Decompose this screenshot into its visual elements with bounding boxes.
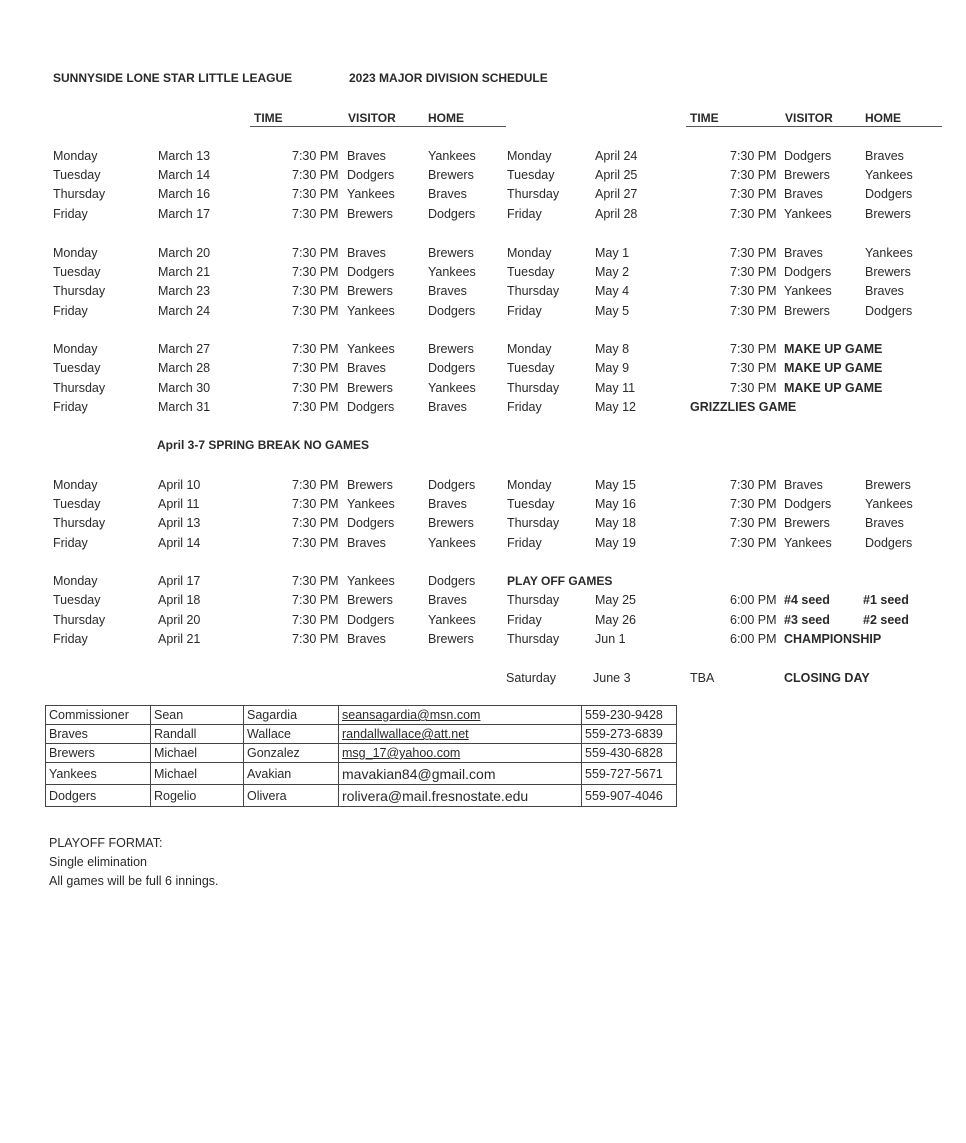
game-time: 7:30 PM (292, 593, 339, 607)
game-time: 7:30 PM (292, 497, 339, 511)
game-home: Brewers (428, 168, 474, 182)
contact-first-name: Michael (151, 763, 244, 785)
contact-row (46, 744, 677, 763)
game-date: March 23 (158, 284, 211, 298)
game-home: Braves (865, 149, 904, 163)
contact-email (339, 725, 582, 744)
contact-role: Dodgers (46, 785, 151, 807)
playoff-format-line-1: Single elimination (49, 855, 147, 869)
game-date: April 17 (158, 574, 201, 588)
game-visitor: Yankees (347, 574, 395, 588)
game-date: March 31 (158, 400, 211, 414)
game-date: March 13 (158, 149, 211, 163)
spring-break-note: April 3-7 SPRING BREAK NO GAMES (157, 438, 370, 452)
game-date: April 28 (595, 207, 638, 221)
game-date: May 25 (595, 593, 636, 607)
game-home: Yankees (428, 536, 476, 550)
game-weekday: Tuesday (507, 497, 555, 511)
game-home: Braves (428, 284, 467, 298)
game-visitor: Brewers (784, 168, 830, 182)
right-game-row (0, 476, 966, 495)
game-time: 7:30 PM (292, 381, 339, 395)
game-visitor: Dodgers (784, 149, 832, 163)
left-game-row (0, 572, 966, 591)
contact-last-name: Sagardia (244, 706, 339, 725)
contact-row (46, 706, 677, 725)
game-home: Braves (428, 497, 467, 511)
contact-phone: 559-727-5671 (582, 763, 677, 785)
game-visitor: Dodgers (347, 516, 395, 530)
game-visitor: CHAMPIONSHIP (784, 632, 882, 646)
game-weekday: Thursday (507, 284, 560, 298)
game-visitor: MAKE UP GAME (784, 342, 883, 356)
game-date: April 21 (158, 632, 201, 646)
game-weekday: Monday (507, 246, 552, 260)
contact-email (339, 706, 582, 725)
game-weekday: Tuesday (507, 265, 555, 279)
closing-day-time: TBA (690, 671, 715, 685)
game-visitor: Braves (347, 536, 386, 550)
game-visitor: Yankees (347, 342, 395, 356)
game-weekday: Friday (53, 400, 88, 414)
game-date: March 27 (158, 342, 211, 356)
game-visitor: Braves (347, 246, 386, 260)
game-date: May 26 (595, 613, 636, 627)
contact-last-name: Gonzalez (244, 744, 339, 763)
game-weekday: Thursday (507, 516, 560, 530)
game-home: Brewers (428, 342, 474, 356)
contacts-table (45, 705, 677, 807)
game-time: 7:30 PM (730, 536, 777, 550)
right-home-header: HOME (865, 111, 901, 125)
game-visitor: Dodgers (784, 265, 832, 279)
game-home: Braves (865, 284, 904, 298)
game-weekday: Thursday (53, 613, 106, 627)
game-home: Yankees (428, 381, 476, 395)
game-time: GRIZZLIES GAME (690, 400, 797, 414)
game-home: Dodgers (865, 304, 913, 318)
game-weekday: Friday (507, 304, 542, 318)
game-time: 7:30 PM (292, 536, 339, 550)
right-game-row (0, 495, 966, 514)
contact-role: Yankees (46, 763, 151, 785)
closing-day-weekday: Saturday (506, 671, 557, 685)
game-weekday: Monday (507, 149, 552, 163)
game-home: Yankees (865, 497, 913, 511)
game-date: March 21 (158, 265, 211, 279)
game-time: 7:30 PM (292, 574, 339, 588)
game-visitor: Brewers (347, 478, 393, 492)
contact-email: rolivera@mail.fresnostate.edu (339, 785, 582, 807)
game-date: April 18 (158, 593, 201, 607)
contact-email: mavakian84@gmail.com (339, 763, 582, 785)
game-weekday: Friday (507, 400, 542, 414)
game-date: March 20 (158, 246, 211, 260)
contact-first-name: Michael (151, 744, 244, 763)
game-visitor: Yankees (347, 304, 395, 318)
game-time: 7:30 PM (730, 207, 777, 221)
game-date: April 20 (158, 613, 201, 627)
closing-day-date: June 3 (593, 671, 631, 685)
game-time: 7:30 PM (292, 246, 339, 260)
game-weekday: Friday (507, 207, 542, 221)
game-weekday: Monday (507, 478, 552, 492)
right-game-row (0, 263, 966, 282)
game-visitor: #3 seed (784, 613, 830, 627)
game-date: April 13 (158, 516, 201, 530)
playoff-game-row (0, 591, 966, 610)
game-weekday: Monday (53, 246, 98, 260)
right-game-row (0, 514, 966, 533)
game-date: March 17 (158, 207, 211, 221)
contact-row (46, 785, 677, 807)
contact-email-link[interactable]: seansagardia@msn.com (342, 708, 481, 722)
game-visitor: Braves (347, 149, 386, 163)
game-date: May 18 (595, 516, 636, 530)
game-visitor: #4 seed (784, 593, 830, 607)
right-time-header: TIME (690, 111, 719, 125)
game-weekday: Friday (53, 304, 88, 318)
schedule-title: 2023 MAJOR DIVISION SCHEDULE (349, 71, 548, 85)
game-time: 7:30 PM (730, 497, 777, 511)
game-home: Yankees (428, 149, 476, 163)
contact-phone: 559-273-6839 (582, 725, 677, 744)
game-home: Dodgers (428, 478, 476, 492)
contact-role: Commissioner (46, 706, 151, 725)
game-weekday: Thursday (507, 632, 560, 646)
game-weekday: Tuesday (507, 168, 555, 182)
game-weekday: Monday (53, 478, 98, 492)
game-time: 7:30 PM (292, 400, 339, 414)
right-visitor-header: VISITOR (785, 111, 833, 125)
game-time: 7:30 PM (292, 149, 339, 163)
right-game-row (0, 205, 966, 224)
league-name: SUNNYSIDE LONE STAR LITTLE LEAGUE (53, 71, 293, 85)
game-date: May 12 (595, 400, 636, 414)
game-date: April 14 (158, 536, 201, 550)
game-date: March 30 (158, 381, 211, 395)
playoff-format-heading: PLAYOFF FORMAT: (49, 836, 163, 850)
contact-row (46, 763, 677, 785)
game-visitor: Brewers (347, 593, 393, 607)
game-date: May 5 (595, 304, 630, 318)
left-visitor-header: VISITOR (348, 111, 396, 125)
game-time: 7:30 PM (730, 342, 777, 356)
game-weekday: Friday (53, 632, 88, 646)
game-time: 7:30 PM (292, 187, 339, 201)
game-date: March 16 (158, 187, 211, 201)
game-visitor: Yankees (347, 187, 395, 201)
contact-role: Braves (46, 725, 151, 744)
game-weekday: Friday (507, 536, 542, 550)
playoff-format-notes (49, 834, 219, 891)
right-game-row (0, 340, 966, 359)
game-home: Dodgers (428, 574, 476, 588)
game-home: Brewers (865, 478, 911, 492)
game-home: #2 seed (863, 613, 909, 627)
playoff-game-row (0, 611, 966, 630)
game-home: Dodgers (428, 361, 476, 375)
game-visitor: Yankees (347, 497, 395, 511)
game-date: May 1 (595, 246, 630, 260)
contact-email (339, 744, 582, 763)
game-visitor: Brewers (347, 207, 393, 221)
right-game-row (0, 147, 966, 166)
contact-phone: 559-907-4046 (582, 785, 677, 807)
right-game-row (0, 166, 966, 185)
game-home: Yankees (428, 613, 476, 627)
game-date: May 4 (595, 284, 630, 298)
left-time-header: TIME (254, 111, 283, 125)
game-time: 7:30 PM (730, 478, 777, 492)
game-time: 7:30 PM (292, 613, 339, 627)
game-home: Brewers (428, 246, 474, 260)
right-game-row (0, 359, 966, 378)
game-time: 7:30 PM (292, 516, 339, 530)
game-home: Braves (428, 187, 467, 201)
right-game-row (0, 282, 966, 301)
game-date: May 19 (595, 536, 636, 550)
game-visitor: Dodgers (347, 265, 395, 279)
playoff-format-line-2: All games will be full 6 innings. (49, 874, 219, 888)
game-date: May 11 (595, 381, 636, 395)
game-time: 7:30 PM (292, 284, 339, 298)
contact-role: Brewers (46, 744, 151, 763)
game-time: 6:00 PM (730, 632, 777, 646)
game-visitor: Braves (784, 246, 823, 260)
game-date: April 10 (158, 478, 201, 492)
game-weekday: Monday (507, 342, 552, 356)
game-time: 7:30 PM (730, 516, 777, 530)
game-date: April 24 (595, 149, 638, 163)
game-date: May 9 (595, 361, 630, 375)
game-visitor: Brewers (347, 381, 393, 395)
game-home: Dodgers (428, 207, 476, 221)
game-time: 6:00 PM (730, 613, 777, 627)
game-home: Brewers (865, 265, 911, 279)
contact-first-name: Sean (151, 706, 244, 725)
game-time: 7:30 PM (292, 168, 339, 182)
game-weekday: Thursday (507, 187, 560, 201)
game-weekday: Tuesday (53, 361, 101, 375)
game-home: Yankees (865, 246, 913, 260)
game-home: Brewers (865, 207, 911, 221)
game-visitor: Yankees (784, 207, 832, 221)
closing-day-label: CLOSING DAY (784, 671, 870, 685)
contact-last-name: Avakian (244, 763, 339, 785)
contact-first-name: Randall (151, 725, 244, 744)
game-visitor: Brewers (784, 304, 830, 318)
game-date: March 28 (158, 361, 211, 375)
playoff-game-row (0, 630, 966, 649)
game-home: Brewers (428, 516, 474, 530)
game-visitor: Brewers (347, 284, 393, 298)
game-date: Jun 1 (595, 632, 626, 646)
game-date: April 27 (595, 187, 638, 201)
game-time: 7:30 PM (730, 168, 777, 182)
game-visitor: Yankees (784, 284, 832, 298)
game-weekday: Thursday (53, 516, 106, 530)
game-visitor: MAKE UP GAME (784, 361, 883, 375)
right-game-row (0, 302, 966, 321)
contact-last-name: Wallace (244, 725, 339, 744)
game-time: 7:30 PM (730, 246, 777, 260)
game-time: 7:30 PM (730, 149, 777, 163)
game-weekday: Friday (507, 613, 542, 627)
game-weekday: Monday (53, 149, 98, 163)
game-weekday: Tuesday (53, 168, 101, 182)
game-home: Braves (865, 516, 904, 530)
game-visitor: Brewers (784, 516, 830, 530)
game-weekday: Thursday (53, 381, 106, 395)
game-date: March 14 (158, 168, 211, 182)
game-home: Brewers (428, 632, 474, 646)
game-home: Dodgers (428, 304, 476, 318)
game-home: Yankees (865, 168, 913, 182)
right-game-row (0, 244, 966, 263)
game-time: 7:30 PM (292, 207, 339, 221)
contact-email-link[interactable]: randallwallace@att.net (342, 727, 469, 741)
contact-row (46, 725, 677, 744)
game-time: 7:30 PM (292, 265, 339, 279)
game-weekday: Friday (53, 536, 88, 550)
game-date: May 2 (595, 265, 630, 279)
game-weekday: Thursday (507, 593, 560, 607)
game-date: May 15 (595, 478, 636, 492)
game-visitor: Braves (784, 478, 823, 492)
game-weekday: Thursday (53, 187, 106, 201)
game-time: 7:30 PM (730, 265, 777, 279)
game-time: 7:30 PM (292, 632, 339, 646)
game-date: May 16 (595, 497, 636, 511)
game-weekday: Thursday (507, 381, 560, 395)
right-game-row (0, 534, 966, 553)
game-time: 6:00 PM (730, 593, 777, 607)
game-home: Yankees (428, 265, 476, 279)
left-header-rule (250, 126, 506, 127)
contact-last-name: Olivera (244, 785, 339, 807)
game-visitor: Dodgers (347, 400, 395, 414)
game-date: April 25 (595, 168, 638, 182)
game-time: 7:30 PM (292, 304, 339, 318)
game-weekday: Monday (53, 574, 98, 588)
right-game-row (0, 398, 966, 417)
right-header-rule (686, 126, 942, 127)
game-home: Dodgers (865, 536, 913, 550)
game-date: May 8 (595, 342, 630, 356)
game-time: 7:30 PM (292, 361, 339, 375)
game-home: #1 seed (863, 593, 909, 607)
game-time: 7:30 PM (730, 381, 777, 395)
game-weekday: Tuesday (507, 361, 555, 375)
game-visitor: Braves (784, 187, 823, 201)
game-weekday: Friday (53, 207, 88, 221)
game-weekday: Tuesday (53, 265, 101, 279)
game-visitor: Dodgers (784, 497, 832, 511)
game-visitor: Dodgers (347, 168, 395, 182)
game-visitor: Dodgers (347, 613, 395, 627)
game-home: Braves (428, 593, 467, 607)
game-visitor: Braves (347, 632, 386, 646)
contact-first-name: Rogelio (151, 785, 244, 807)
game-weekday: Tuesday (53, 593, 101, 607)
left-home-header: HOME (428, 111, 464, 125)
game-weekday: Thursday (53, 284, 106, 298)
game-time: 7:30 PM (292, 342, 339, 356)
playoff-heading: PLAY OFF GAMES (507, 574, 613, 588)
game-time: 7:30 PM (730, 304, 777, 318)
game-visitor: Braves (347, 361, 386, 375)
right-game-row (0, 185, 966, 204)
game-visitor: MAKE UP GAME (784, 381, 883, 395)
closing-day-row (0, 669, 966, 688)
game-time: 7:30 PM (730, 284, 777, 298)
game-home: Braves (428, 400, 467, 414)
game-visitor: Yankees (784, 536, 832, 550)
game-time: 7:30 PM (292, 478, 339, 492)
contact-email-link[interactable]: msg_17@yahoo.com (342, 746, 461, 760)
contact-phone: 559-430-6828 (582, 744, 677, 763)
game-home: Dodgers (865, 187, 913, 201)
contact-phone: 559-230-9428 (582, 706, 677, 725)
game-date: April 11 (158, 497, 200, 511)
game-time: 7:30 PM (730, 361, 777, 375)
game-time: 7:30 PM (730, 187, 777, 201)
game-weekday: Monday (53, 342, 98, 356)
right-game-row (0, 379, 966, 398)
game-date: March 24 (158, 304, 211, 318)
game-weekday: Tuesday (53, 497, 101, 511)
